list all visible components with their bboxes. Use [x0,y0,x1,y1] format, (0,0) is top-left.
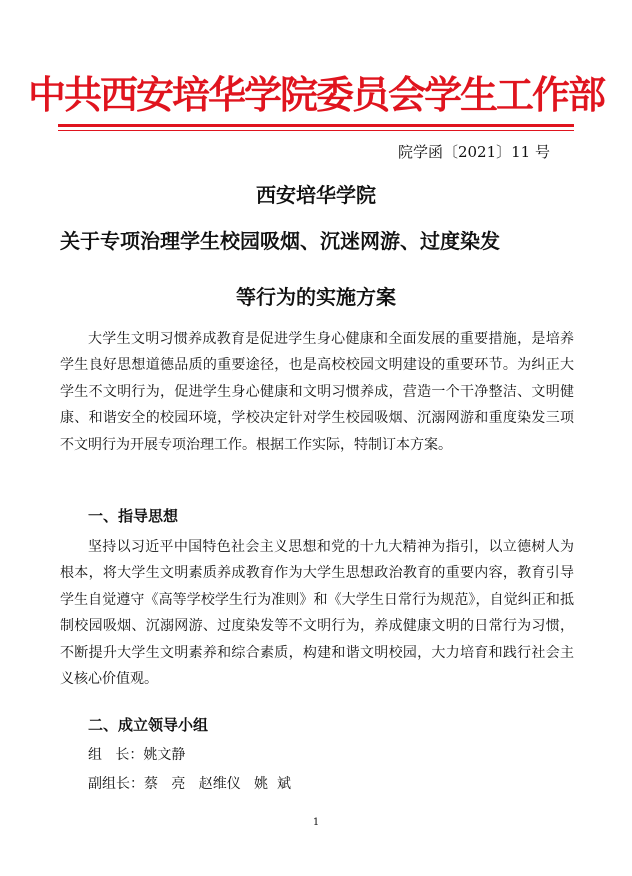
section-heading-guiding-ideology: 一、指导思想 [88,507,179,525]
deputy-leader-line: 副组长：蔡 亮 赵维仪 姚 斌 [88,776,291,792]
header-rule-thin [58,130,574,131]
group-leader-line: 组 长：姚文静 [88,747,186,763]
intro-paragraph: 大学生文明习惯养成教育是促进学生身心健康和全面发展的重要措施，是培养学生良好思想道德品质的重要途径，也是高校校园文明建设的重要环节。为纠正大学生不文明行为，促进学生身心健康和文明习惯养成，营造一个干净整洁、文明健康、和谐安全的校园环境，学校决定针对学生校园吸烟、沉溺网游和重度染发三项不文明行为开展专项治理工作。根据工作实际，特制订本方案。 [60,331,574,453]
document-number: 院学函〔2021〕11 号 [397,143,550,161]
section-heading-leading-group: 二、成立领导小组 [88,716,209,734]
page-number: 1 [312,817,320,828]
section-body-guiding-ideology: 坚持以习近平中国特色社会主义思想和党的十九大精神为指引，以立德树人为根本，将大学生文明素质养成教育作为大学生思想政治教育的重要内容，教育引导学生自觉遵守《高等学校学生行为准则》和《大学生日常行为规范》，自觉纠正和抵制校园吸烟、沉溺网游、过度染发等不文明行为，养成健康文明的日常行为习惯，不断提升大学生文明素养和综合素质，构建和谐文明校园，大力培育和践行社会主义核心价值观。 [60,539,574,688]
doc-title-line1: 西安培华学院 [256,183,376,207]
header-rule-thick [58,124,574,127]
doc-title-line3: 等行为的实施方案 [236,285,396,309]
org-header-title: 中共西安培华学院委员会学生工作部 [27,72,604,117]
doc-title-line2: 关于专项治理学生校园吸烟、沉迷网游、过度染发 [60,229,500,253]
